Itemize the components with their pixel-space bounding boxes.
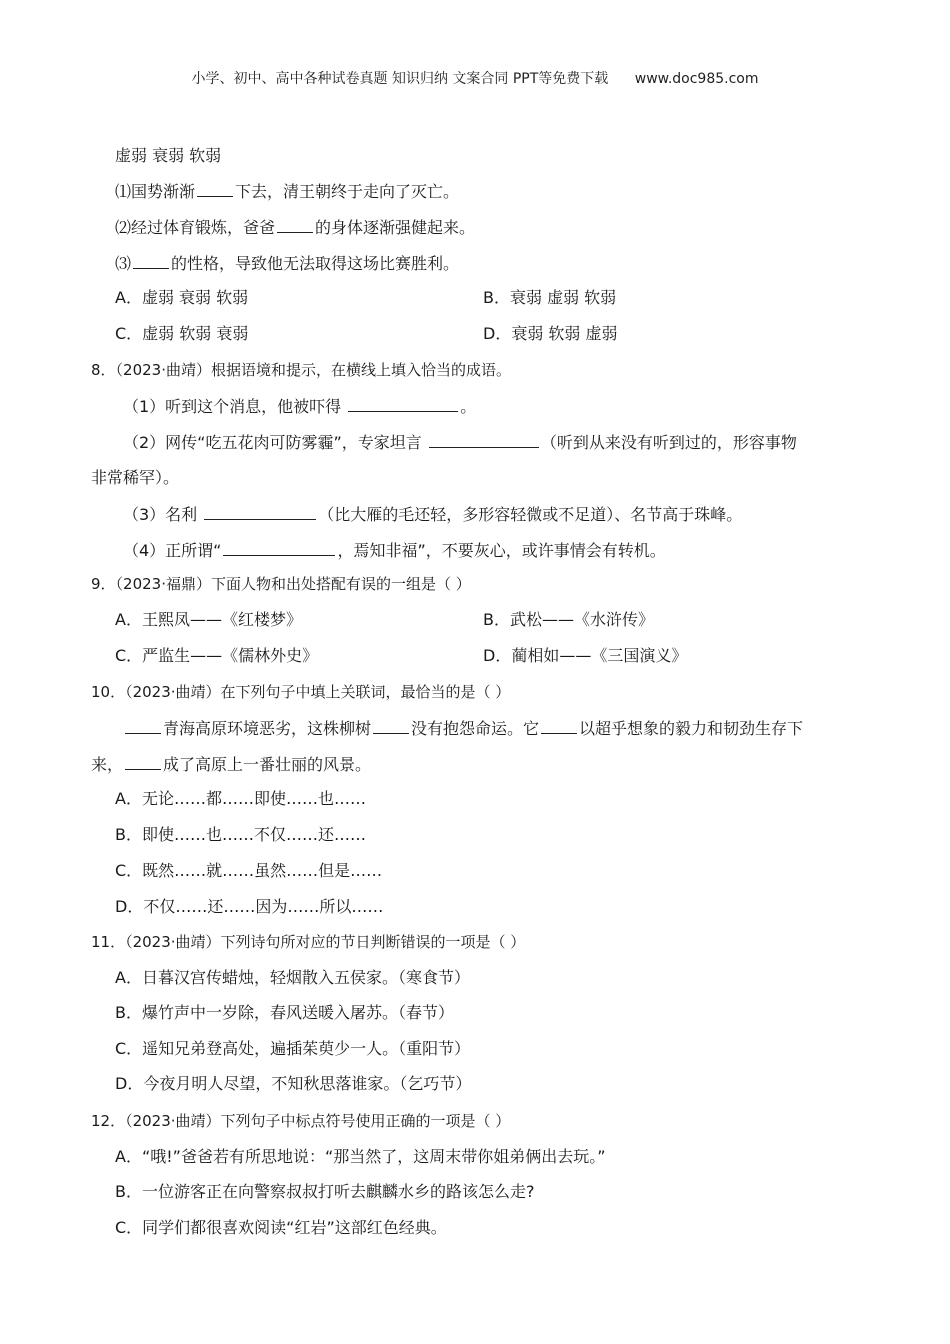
q10-option-b[interactable]: B．即使……也……不仅……还…… bbox=[115, 825, 366, 844]
q7-sentence-1 bbox=[115, 180, 459, 203]
page-header bbox=[0, 68, 950, 88]
q8-title: 8．（2023·曲靖）根据语境和提示，在横线上填入恰当的成语。 bbox=[91, 361, 511, 379]
text: 以超乎想象的毅力和韧劲生存下 bbox=[579, 719, 804, 738]
q12-option-b[interactable]: B．一位游客正在向警察叔叔打听去麒麟水乡的路该怎么走? bbox=[115, 1182, 535, 1201]
q11-option-c[interactable]: C．遥知兄弟登高处，遍插茱萸少一人。（重阳节） bbox=[115, 1039, 471, 1058]
q12-option-c[interactable]: C．同学们都很喜欢阅读“红岩”这部红色经典。 bbox=[115, 1218, 447, 1237]
q8-item-4 bbox=[123, 539, 666, 562]
q7-option-a[interactable]: A．虚弱 衰弱 软弱 bbox=[115, 288, 249, 307]
text: 成了高原上一番壮丽的风景。 bbox=[163, 755, 372, 774]
q12-option-a[interactable]: A．“哦!”爸爸若有所思地说：“那当然了，这周末带你姐弟俩出去玩。” bbox=[115, 1147, 606, 1166]
q9-option-c[interactable]: C．严监生——《儒林外史》 bbox=[115, 646, 319, 665]
q10-passage-line-2 bbox=[91, 753, 371, 776]
q9-title: 9．（2023·福鼎）下面人物和出处搭配有误的一组是（ ） bbox=[91, 575, 471, 593]
text: 青海高原环境恶劣，这株柳树 bbox=[163, 719, 372, 738]
answer-blank[interactable] bbox=[348, 395, 458, 412]
q10-title: 10．（2023·曲靖）在下列句子中填上关联词，最恰当的是（ ） bbox=[91, 683, 511, 701]
q7-option-d[interactable]: D．衰弱 软弱 虚弱 bbox=[483, 324, 618, 343]
answer-blank[interactable] bbox=[197, 180, 233, 197]
text: 。 bbox=[460, 397, 477, 416]
text: 没有抱怨命运。它 bbox=[411, 719, 540, 738]
answer-blank[interactable] bbox=[204, 503, 316, 520]
answer-blank[interactable] bbox=[429, 431, 539, 448]
q11-title: 11．（2023·曲靖）下列诗句所对应的节日判断错误的一项是（ ） bbox=[91, 933, 526, 951]
header-text: 小学、初中、高中各种试卷真题 知识归纳 文案合同 PPT等免费下载 bbox=[191, 71, 609, 87]
text: （4）正所谓“ bbox=[123, 541, 222, 560]
q8-item-1 bbox=[123, 395, 476, 418]
text: ⑴国势渐渐 bbox=[115, 182, 196, 201]
text: 的性格，导致他无法取得这场比赛胜利。 bbox=[171, 254, 460, 273]
q7-word-options: 虚弱 衰弱 软弱 bbox=[115, 146, 222, 165]
answer-blank[interactable] bbox=[223, 539, 335, 556]
q7-option-c[interactable]: C．虚弱 软弱 衰弱 bbox=[115, 324, 249, 343]
q11-option-b[interactable]: B．爆竹声中一岁除，春风送暖入屠苏。（春节） bbox=[115, 1003, 454, 1022]
q8-item-2 bbox=[123, 431, 797, 454]
text: （3）名利 bbox=[123, 505, 203, 524]
answer-blank[interactable] bbox=[125, 753, 161, 770]
q10-option-c[interactable]: C．既然……就……虽然……但是…… bbox=[115, 861, 383, 880]
q12-title: 12．（2023·曲靖）下列句子中标点符号使用正确的一项是（ ） bbox=[91, 1112, 511, 1130]
answer-blank[interactable] bbox=[541, 717, 577, 734]
text: 的身体逐渐强健起来。 bbox=[315, 218, 476, 237]
text: ，焉知非福”，不要灰心，或许事情会有转机。 bbox=[337, 541, 666, 560]
q7-sentence-2 bbox=[115, 216, 475, 239]
answer-blank[interactable] bbox=[133, 252, 169, 269]
q8-item-3 bbox=[123, 503, 742, 526]
q7-sentence-3 bbox=[115, 252, 459, 275]
text: ⑶ bbox=[115, 254, 132, 273]
q9-option-a[interactable]: A．王熙凤——《红楼梦》 bbox=[115, 610, 302, 629]
q11-option-d[interactable]: D．今夜月明人尽望，不知秋思落谁家。（乞巧节） bbox=[115, 1074, 472, 1093]
answer-blank[interactable] bbox=[277, 216, 313, 233]
q7-option-b[interactable]: B．衰弱 虚弱 软弱 bbox=[483, 288, 617, 307]
answer-blank[interactable] bbox=[373, 717, 409, 734]
answer-blank[interactable] bbox=[125, 717, 161, 734]
q10-passage-line-1 bbox=[123, 717, 803, 740]
q10-option-d[interactable]: D．不仅……还……因为……所以…… bbox=[115, 897, 384, 916]
text: 下去，清王朝终于走向了灭亡。 bbox=[235, 182, 460, 201]
q8-item-2-cont: 非常稀罕）。 bbox=[91, 468, 180, 487]
q10-option-a[interactable]: A．无论……都……即使……也…… bbox=[115, 789, 366, 808]
text: （1）听到这个消息，他被吓得 bbox=[123, 397, 347, 416]
q9-option-d[interactable]: D．蔺相如——《三国演义》 bbox=[483, 646, 688, 665]
header-site: www.doc985.com bbox=[634, 71, 759, 87]
q9-option-b[interactable]: B．武松——《水浒传》 bbox=[483, 610, 654, 629]
text: （2）网传“吃五花肉可防雾霾”，专家坦言 bbox=[123, 433, 427, 452]
text: （比大雁的毛还轻，多形容轻微或不足道）、名节高于珠峰。 bbox=[318, 505, 743, 524]
q11-option-a[interactable]: A．日暮汉宫传蜡烛，轻烟散入五侯家。（寒食节） bbox=[115, 968, 470, 987]
text: 来， bbox=[91, 755, 124, 774]
text: （听到从来没有听到过的，形容事物 bbox=[540, 433, 797, 452]
text: ⑵经过体育锻炼，爸爸 bbox=[115, 218, 276, 237]
